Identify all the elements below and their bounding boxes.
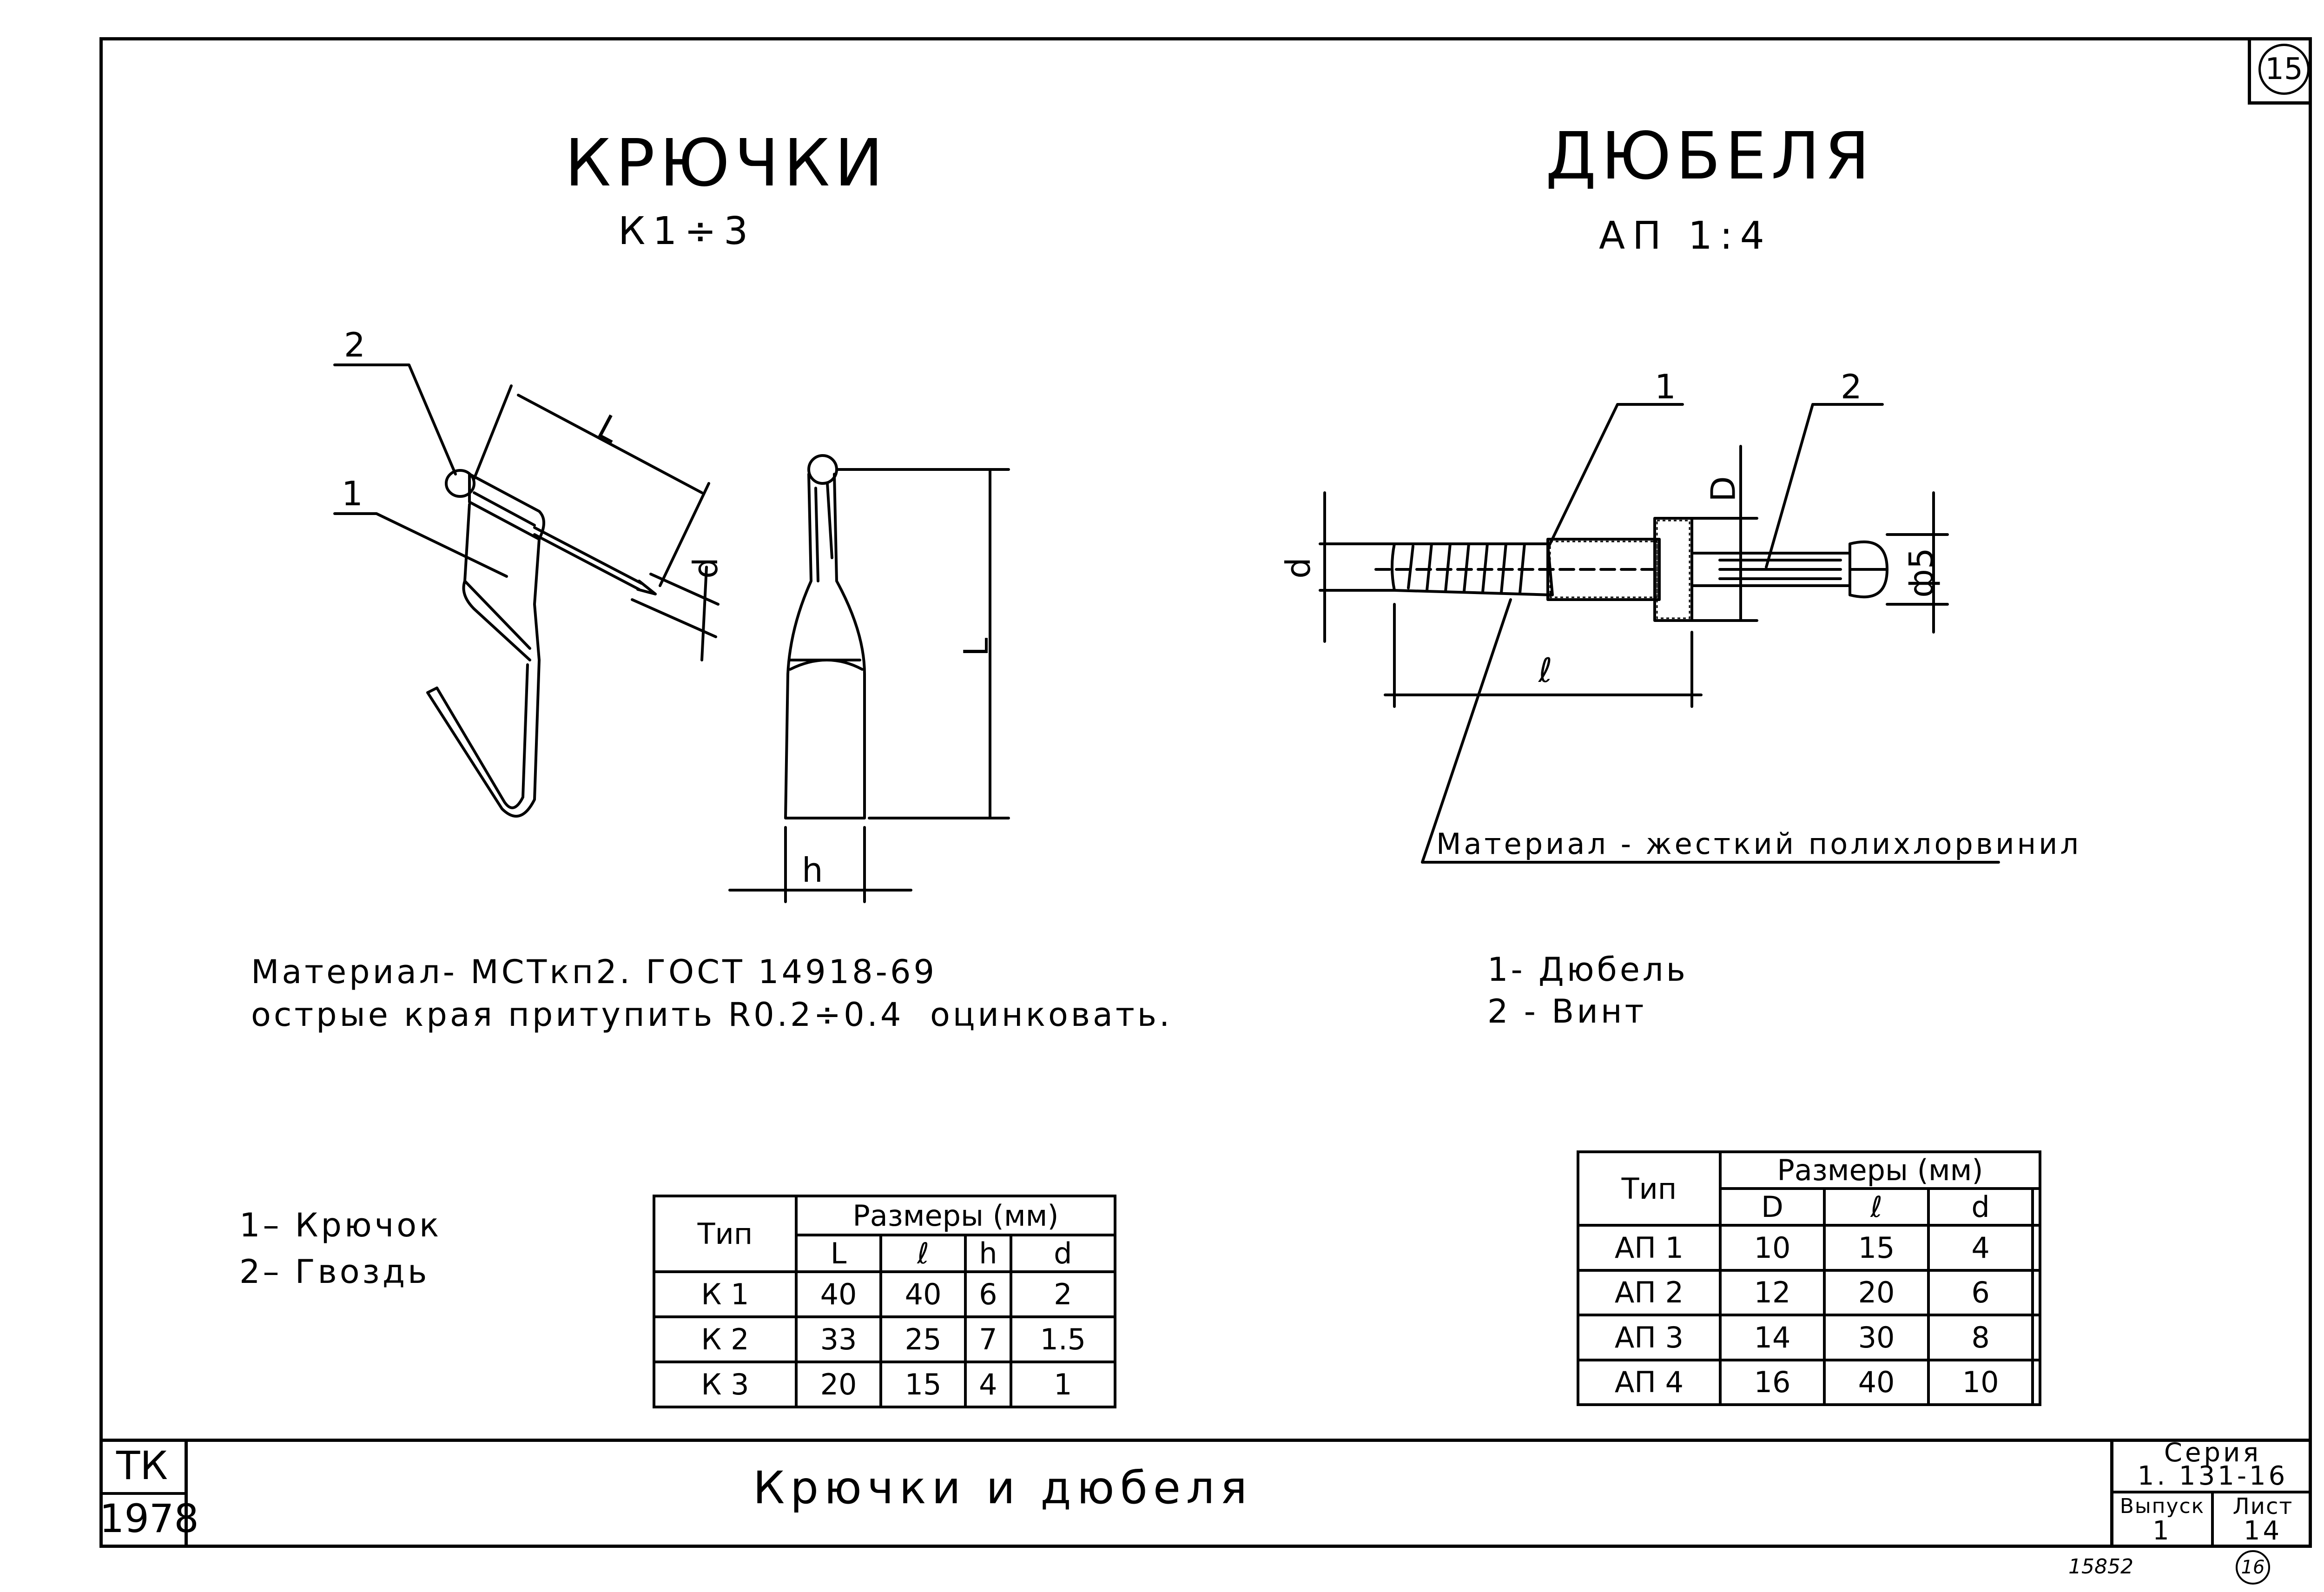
table-cell: 15: [881, 1362, 965, 1407]
dowels-col-d: d: [1928, 1189, 2033, 1225]
hooks-col-h: h: [965, 1235, 1010, 1272]
hook-callout-2: 2: [344, 325, 365, 364]
table-cell: 1.5: [1011, 1317, 1115, 1362]
dowels-material-note: Материал - жесткий полихлорвинил: [1436, 827, 2082, 861]
issue-label: Выпуск: [2119, 1494, 2205, 1518]
table-cell: 2: [1011, 1272, 1115, 1317]
hooks-legend-2: 2– Гвоздь: [239, 1253, 430, 1291]
dowel-dim-d: d: [1278, 557, 1318, 579]
sheet-value: 14: [2243, 1516, 2283, 1546]
title-block-org: ТК: [116, 1443, 168, 1488]
dowel-dim-D: D: [1703, 476, 1743, 502]
table-cell: [2033, 1270, 2040, 1315]
table-cell: 4: [1928, 1225, 2033, 1270]
table-cell: 33: [796, 1317, 881, 1362]
table-cell: 20: [1824, 1270, 1928, 1315]
table-row: [1578, 1225, 2040, 1270]
hooks-col-L: L: [796, 1235, 881, 1272]
hook-dim-L-side: L: [591, 407, 627, 450]
dowel-callout-1: 1: [1655, 367, 1676, 406]
table-row: [654, 1362, 1115, 1407]
dowels-col-l: ℓ: [1824, 1189, 1928, 1225]
dowel-callout-2: 2: [1841, 367, 1862, 406]
table-row: [1578, 1360, 2040, 1405]
table-cell: 12: [1720, 1270, 1824, 1315]
table-cell: К 1: [654, 1272, 796, 1317]
series-label: Серия: [2164, 1438, 2262, 1468]
dowels-col-D: D: [1720, 1189, 1824, 1225]
table-cell: 40: [796, 1272, 881, 1317]
sheet-label: Лист: [2232, 1493, 2293, 1519]
table-cell: 8: [1928, 1315, 2033, 1360]
page-number-bottom: 16: [2236, 1550, 2270, 1585]
hooks-col-d: d: [1011, 1235, 1115, 1272]
table-cell: АП 1: [1578, 1225, 1720, 1270]
dowels-legend-1: 1- Дюбель: [1487, 951, 1688, 989]
dowels-table: [1577, 1150, 2041, 1406]
table-cell: 40: [1824, 1360, 1928, 1405]
dowel-dim-phi5: ф5: [1901, 548, 1941, 598]
hook-callout-1: 1: [342, 474, 363, 513]
table-cell: 14: [1720, 1315, 1824, 1360]
hook-front-view: [730, 456, 1009, 902]
table-cell: 15: [1824, 1225, 1928, 1270]
table-cell: АП 2: [1578, 1270, 1720, 1315]
hook-dim-d: d: [686, 557, 725, 579]
hooks-title: КРЮЧКИ: [565, 126, 888, 201]
hooks-material-note: Материал- МСТкп2. ГОСТ 14918-69: [251, 953, 938, 991]
table-cell: АП 4: [1578, 1360, 1720, 1405]
dowels-table-dims-header: Размеры (мм): [1720, 1152, 2040, 1189]
table-cell: К 3: [654, 1362, 796, 1407]
sheet-title: Крючки и дюбеля: [753, 1462, 1253, 1514]
dowels-title: ДЮБЕЛЯ: [1545, 119, 1875, 194]
hooks-edge-note: острые края притупить R0.2÷0.4 оцинковать.: [251, 996, 1173, 1034]
dowels-subtitle: АП 1:4: [1599, 214, 1772, 258]
title-block-org-box: [99, 1439, 199, 1548]
title-block-divider: [99, 1492, 185, 1495]
table-cell: 10: [1720, 1225, 1824, 1270]
table-cell: 40: [881, 1272, 965, 1317]
table-cell: 30: [1824, 1315, 1928, 1360]
table-cell: АП 3: [1578, 1315, 1720, 1360]
table-row: [654, 1272, 1115, 1317]
hook-dim-L-front: L: [957, 637, 996, 657]
hooks-table-dims-header: Размеры (мм): [796, 1196, 1115, 1235]
table-cell: [2033, 1315, 2040, 1360]
hooks-table: [653, 1195, 1116, 1408]
table-cell: [2033, 1360, 2040, 1405]
table-row: [1578, 1270, 2040, 1315]
title-block-year: 1978: [99, 1496, 199, 1541]
hooks-col-l: ℓ: [881, 1235, 965, 1272]
issue-value: 1: [2152, 1516, 2172, 1546]
title-block-series-box: [2110, 1439, 2312, 1548]
hooks-table-type-header: Тип: [654, 1196, 796, 1272]
hooks-legend-1: 1– Крючок: [239, 1206, 442, 1244]
dowels-col-empty: [2033, 1189, 2040, 1225]
table-row: [1578, 1315, 2040, 1360]
table-cell: 10: [1928, 1360, 2033, 1405]
table-cell: 1: [1011, 1362, 1115, 1407]
table-cell: 16: [1720, 1360, 1824, 1405]
hook-dim-h: h: [802, 851, 823, 890]
table-cell: К 2: [654, 1317, 796, 1362]
table-cell: 6: [1928, 1270, 2033, 1315]
dowels-legend-2: 2 - Винт: [1487, 992, 1647, 1031]
inventory-number: 15852: [2068, 1555, 2133, 1579]
table-cell: 25: [881, 1317, 965, 1362]
table-cell: 20: [796, 1362, 881, 1407]
table-cell: 4: [965, 1362, 1010, 1407]
table-row: [654, 1317, 1115, 1362]
page-number-top: 15: [2258, 44, 2310, 95]
dowels-table-type-header: Тип: [1578, 1152, 1720, 1225]
series-value: 1. 131-16: [2137, 1461, 2288, 1491]
dowel-dim-l: ℓ: [1538, 651, 1552, 690]
hook-side-view: [335, 365, 718, 816]
dowel-drawing: [1320, 404, 1999, 862]
table-cell: 6: [965, 1272, 1010, 1317]
table-cell: 7: [965, 1317, 1010, 1362]
hooks-subtitle: К1÷3: [618, 209, 756, 253]
table-cell: [2033, 1225, 2040, 1270]
